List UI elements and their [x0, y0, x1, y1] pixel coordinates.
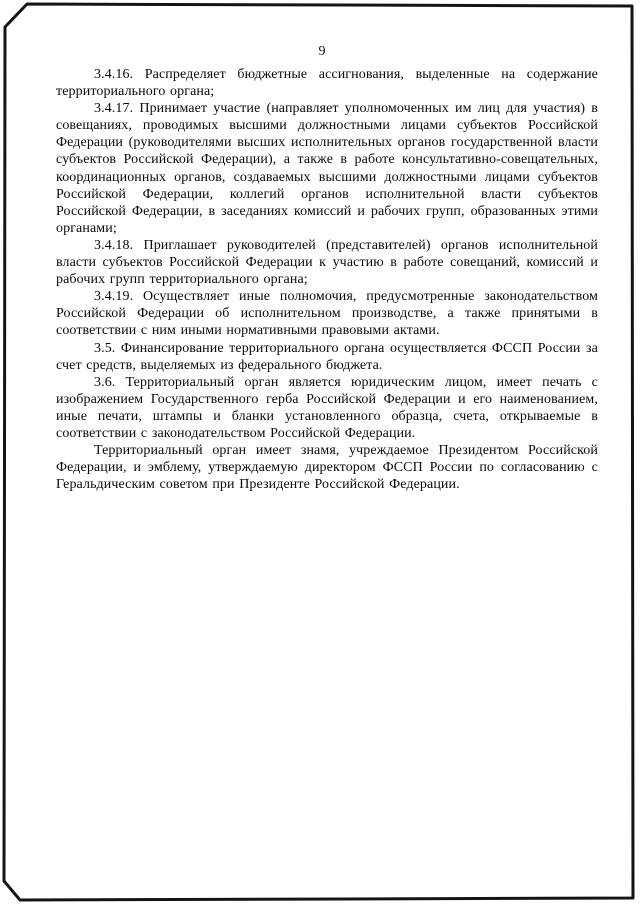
document-body [56, 66, 598, 493]
paragraph: 3.4.18. Приглашает руководителей (представителей) органов исполнительной власти субъектов Российской Федерации к участию в работе совещаний, комиссий и рабочих групп территориального органа; [56, 237, 598, 288]
paragraph: 3.4.17. Принимает участие (направляет уполномоченных им лиц для участия) в совещаниях, проводимых высшими должностными лицами субъектов Российской Федерации (руководителями высших исполнительных органов государственной власти субъектов Российской Федерации), а также в работе консультативно-совещательных, координационных органов, создаваемых высшими должностными лицами субъектов Российской Федерации, коллегий органов исполнительной власти субъектов Российской Федерации, в заседаниях комиссий и рабочих групп, образованных этими органами; [56, 101, 598, 236]
paragraph: 3.4.16. Распределяет бюджетные ассигнования, выделенные на содержание территориального органа; [56, 67, 598, 100]
paragraph: 3.5. Финансирование территориального органа осуществляется ФССП России за счет средств, выделяемых из федерального бюджета. [56, 340, 598, 373]
paragraph: 3.6. Территориальный орган является юридическим лицом, имеет печать с изображением Государственного герба Российской Федерации и его наименованием, иные печати, штампы и бланки установленного образца, счета, открываемые в соответствии с законодательством Российской Федерации. [56, 374, 598, 441]
paragraph: 3.4.19. Осуществляет иные полномочия, предусмотренные законодательством Российской Федерации об исполнительном производстве, а также принятыми в соответствии с ним иными нормативными правовыми актами. [56, 289, 598, 339]
paragraph: Территориальный орган имеет знамя, учреждаемое Президентом Российской Федерации, и эмблему, утверждаемую директором ФССП России по согласованию с Геральдическим советом при Президенте Российской Федерации. [56, 443, 598, 493]
page-number: 9 [318, 44, 326, 59]
